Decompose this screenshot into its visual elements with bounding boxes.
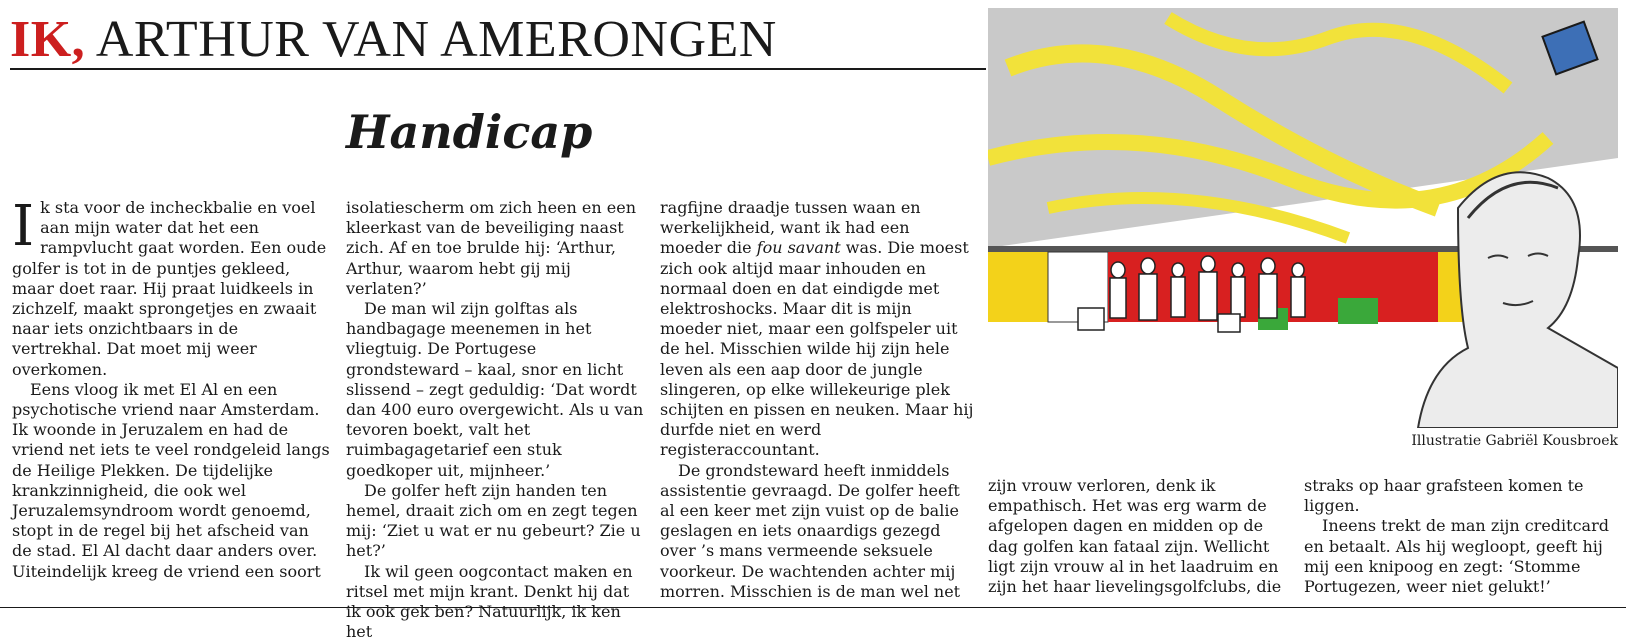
illustration-credit: Illustratie Gabriël Kousbroek: [1411, 433, 1618, 449]
article-title: Handicap: [346, 105, 593, 159]
airport-illustration: [988, 8, 1618, 428]
page-bottom-rule: [0, 607, 1626, 608]
paragraph: [12, 194, 330, 380]
paragraph-text: ragfijne draadje tussen waan en werkelijkheid, want ik had een moeder die: [660, 198, 921, 258]
wall-panel-yellow: [988, 252, 1048, 322]
header-ik-label: IK,: [10, 11, 86, 68]
paragraph: De man wil zijn golftas als handbagage meenemen in het vliegtuig. De Portugese grondsteward – kaal, snor en licht slissend – zegt geduldig: ‘Dat wordt dan 400 euro overgewicht. Als u van tevoren boekt, valt het ruimbagagetarief een stuk goedkoper uit, mijnheer.’: [346, 299, 644, 480]
illustration-drawing: [988, 8, 1618, 428]
header-author-name: ARTHUR VAN AMERONGEN: [85, 11, 777, 68]
paragraph: zijn vrouw verloren, denk ik empathisch. Het was erg warm de afgelopen dagen en midden op de dag golfen kan fataal zijn. Wellicht ligt zijn vrouw al in het laadruim en zijn het haar lievelingsgolfclubs, die: [988, 476, 1282, 597]
paragraph: Ineens trekt de man zijn creditcard en betaalt. Als hij wegloopt, geeft hij mij een knipoog en zegt: ‘Stomme Portugezen, weer niet gelukt!’: [1304, 516, 1609, 597]
italic-phrase: fou savant: [756, 238, 841, 258]
article-column-2: [346, 198, 646, 642]
paragraph: [660, 198, 976, 461]
paragraph: isolatiescherm om zich heen en een kleerkast van de beveiliging naast zich. Af en toe brulde hij: ‘Arthur, Arthur, waarom hebt gij mij verlaten?’: [346, 198, 637, 298]
paragraph: straks op haar grafsteen komen te liggen.: [1304, 476, 1584, 516]
article-column-5: [1304, 476, 1620, 597]
paragraph: Ik wil geen oogcontact maken en ritsel met mijn krant. Denkt hij dat ik ook gek ben? Natuurlijk, ik ken het: [346, 561, 633, 642]
article-column-4: [988, 476, 1288, 597]
paragraph-text: was. Die moest zich ook altijd maar inhouden en normaal doen en dat eindigde met elektroshocks. Maar dit is mijn moeder niet, maar een golfspeler uit de hel. Misschien wilde hij zijn hele leven als een aap door de jungle slingeren, op elke willekeurige plek schijten en pissen en neuken. Maar hij durfde niet en werd registeraccountant.: [660, 238, 974, 460]
paragraph-text: k sta voor de incheckbalie en voel aan mijn water dat het een rampvlucht gaat worden. Een oude golfer is tot in de puntjes gekleed, maar doet raar. Hij praat luidkeels in zichzelf, maakt sprongetjes en zwaait naar iets onzichtbaars in de vertrekhal. Dat moet mij weer overkomen.: [12, 198, 327, 379]
paragraph: Eens vloog ik met El Al en een psychotische vriend naar Amsterdam. Ik woonde in Jeruzalem en had de vriend net iets te veel rondgeleid langs de Heilige Plekken. De tijdelijke krankzinnigheid, die ook wel Jeruzalemsyndroom wordt genoemd, stopt in de regel bij het afscheid van de stad. El Al dacht daar anders over. Uiteindelijk kreeg de vriend een soort: [12, 379, 330, 581]
luggage-green: [1338, 298, 1378, 324]
paragraph: De golfer heft zijn handen ten hemel, draait zich om en zegt tegen mij: ‘Ziet u wat er nu gebeurt? Zie u het?’: [346, 480, 641, 561]
drop-cap: I: [12, 194, 35, 259]
article-column-1: [12, 194, 330, 582]
paragraph: De grondsteward heeft inmiddels assistentie gevraagd. De golfer heeft al een keer met zijn vuist op de balie geslagen en iets onaardigs gezegd over ’s mans vermeende seksuele voorkeur. De wachtenden achter mij morren. Misschien is de man wel net: [660, 460, 961, 601]
column-header-title: [10, 12, 777, 68]
column-header: [10, 6, 986, 70]
article-column-3: [660, 198, 976, 602]
